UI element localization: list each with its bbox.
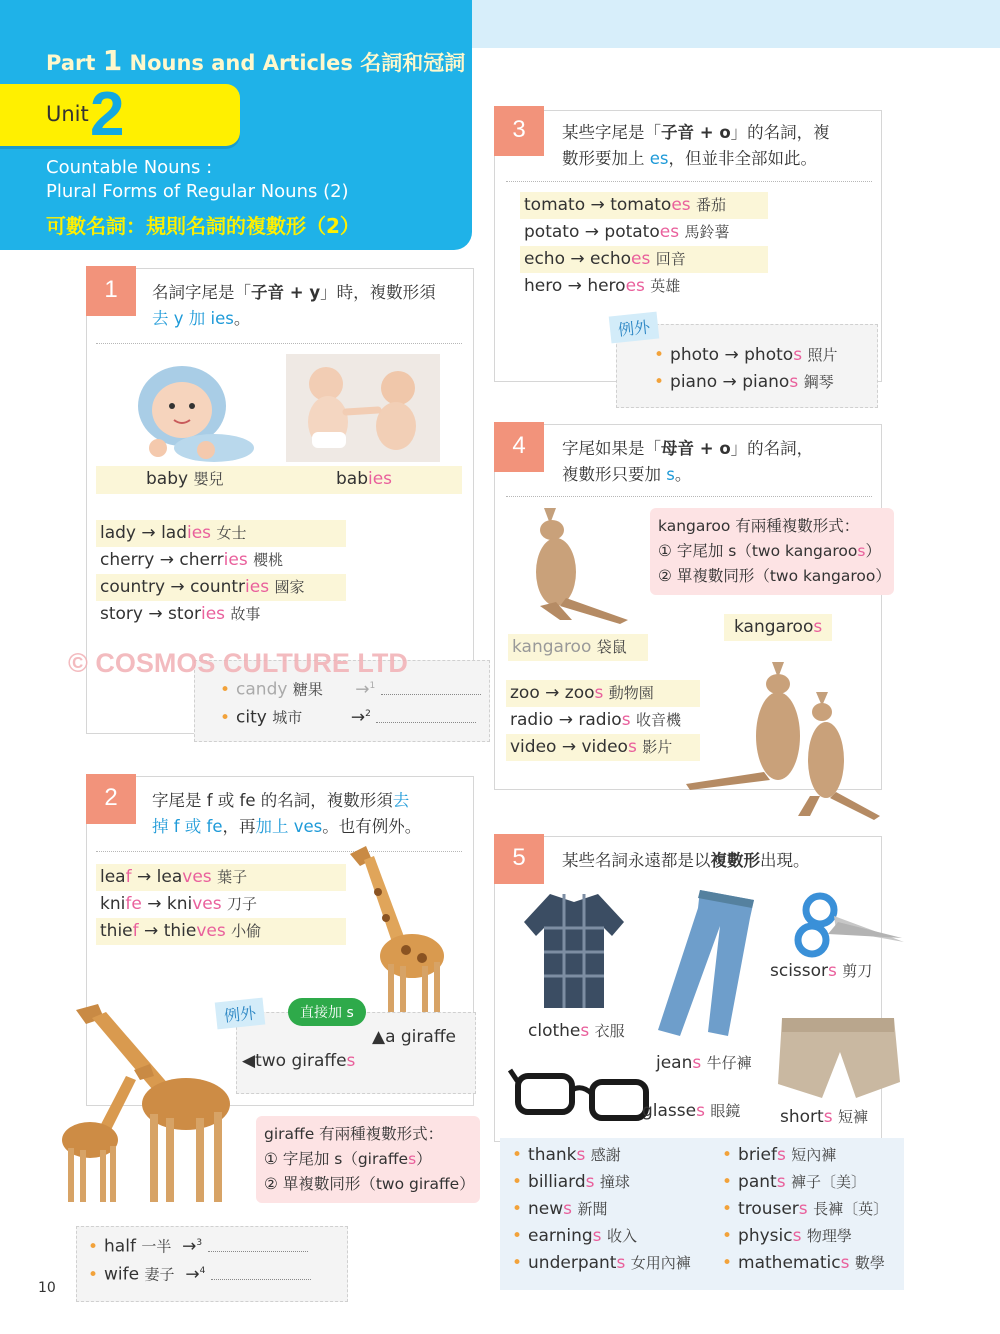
word-row: potato → potatoes 馬鈴薯: [524, 222, 730, 242]
giraffe-note: giraffe 有兩種複數形式： ① 字尾加 s（giraffes） ② 單複數同形（two giraffe）: [256, 1116, 480, 1203]
word-row: zoo → zoos 動物園: [506, 680, 700, 707]
watermark: © COSMOS CULTURE LTD: [68, 648, 408, 678]
word-row: video → videos 影片: [506, 734, 700, 761]
kangaroos-label: kangaroos: [724, 614, 832, 641]
kangaroo-label: kangaroo 袋鼠: [508, 634, 648, 661]
word-row: tomato → tomatoes 番茄: [520, 192, 768, 219]
divider: [96, 343, 462, 344]
scissors-image: [794, 892, 906, 958]
list-item: • mathematics 數學: [722, 1253, 885, 1273]
kangaroos-image: [680, 656, 886, 822]
list-item: • news 新聞: [512, 1199, 608, 1219]
add-s-bubble: 直接加 s: [288, 998, 366, 1026]
page-number: 10: [38, 1280, 56, 1296]
section-3-word-list: [520, 192, 768, 300]
section-5-number: 5: [494, 834, 544, 884]
exercise-half: • half 一半 →$^3$: [84, 1230, 308, 1257]
section-4-number: 4: [494, 422, 544, 472]
section-4-rule: 字尾如果是「母音 + o」的名詞， 複數形只要加 s。: [562, 439, 814, 484]
answer-blank-3[interactable]: [208, 1238, 308, 1252]
word-row: story → stories 故事: [100, 604, 261, 624]
word-row: lady → ladies 女士: [96, 520, 346, 547]
shorts-image: [774, 1012, 902, 1102]
section-4-word-list: [506, 680, 700, 761]
babies-caption: babies: [336, 469, 393, 489]
two-giraffes-image: [46, 1000, 246, 1206]
word-row: echo → echoes 回音: [520, 246, 768, 273]
list-item: • earnings 收入: [512, 1226, 637, 1246]
divider: [506, 181, 872, 182]
divider: [506, 496, 872, 497]
kangaroo-image: [516, 502, 634, 626]
list-item: • billiards 撞球: [512, 1172, 630, 1192]
exception-tag: 例外: [609, 312, 660, 344]
exercise-city: • city 城市 →$^2$: [216, 701, 476, 728]
word-row: country → countries 國家: [96, 574, 346, 601]
answer-blank-4[interactable]: [211, 1266, 311, 1280]
section-2-rule: 字尾是 f 或 fe 的名詞，複數形須去 掉 f 或 fe，再加上 ves。也有例外。: [152, 791, 422, 836]
answer-blank-1[interactable]: [381, 681, 481, 695]
list-item: • thanks 感謝: [512, 1145, 621, 1165]
section-3-number: 3: [494, 106, 544, 156]
word-row: cherry → cherries 櫻桃: [100, 550, 284, 570]
word-row: thief → thieves 小偷: [96, 918, 346, 945]
scissors-label: scissors 剪刀: [770, 961, 873, 981]
subtitle-zh: 可數名詞：規則名詞的複數形（2）: [46, 214, 360, 238]
jeans-label: jeans 牛仔褲: [656, 1053, 752, 1073]
section-1-rule: 名詞字尾是「子音 + y」時，複數形須 去 y 加 ies。: [152, 283, 436, 328]
list-item: • trousers 長褲〔英〕: [722, 1199, 889, 1219]
baby-caption: baby 嬰兒: [146, 469, 224, 489]
exception-tag: 例外: [215, 998, 266, 1030]
word-row: radio → radios 收音機: [510, 710, 681, 730]
section-2-word-list: [96, 864, 346, 945]
list-item: • underpants 女用內褲: [512, 1253, 691, 1273]
list-item: • physics 物理學: [722, 1226, 852, 1246]
exercise-candy: • candy 糖果 →$^1$: [216, 673, 481, 700]
part-title: Part 1 Nouns and Articles 名詞和冠詞: [46, 44, 466, 77]
kangaroo-note: kangaroo 有兩種複數形式： ① 字尾加 s（two kangaroos） ② 單複數同形（two kangaroo）: [650, 508, 894, 595]
babies-image: [286, 354, 440, 462]
clothes-label: clothes 衣服: [528, 1021, 625, 1041]
exercise-wife: • wife 妻子 →$^4$: [84, 1258, 311, 1285]
glasses-image: [508, 1062, 654, 1124]
section-1-number: 1: [86, 266, 136, 316]
a-giraffe-label: ▲a giraffe: [372, 1027, 456, 1047]
word-row: • photo → photos 照片: [654, 345, 838, 365]
section-3-exceptions: [650, 342, 837, 396]
section-3-rule: 某些字尾是「子音 + o」的名詞，複 數形要加上 es，但並非全部如此。: [562, 123, 830, 168]
section-1-word-list: [96, 520, 346, 628]
word-row: knife → knives 刀子: [100, 894, 258, 914]
subtitle-en: Countable Nouns : Plural Forms of Regular Nouns (2): [46, 157, 349, 202]
two-giraffes-label: ◀two giraffes: [242, 1051, 356, 1071]
list-item: • briefs 短內褲: [722, 1145, 837, 1165]
word-row: • piano → pianos 鋼琴: [654, 372, 834, 392]
word-row: hero → heroes 英雄: [524, 276, 681, 296]
unit-number: 2: [90, 80, 125, 149]
section-5-list-right: [718, 1142, 888, 1277]
jeans-image: [650, 886, 766, 1042]
section-5-rule: 某些名詞永遠都是以複數形出現。: [562, 851, 810, 870]
shirt-image: [520, 888, 628, 1012]
top-strip: [470, 0, 1000, 48]
word-row: leaf → leaves 葉子: [96, 864, 346, 891]
list-item: • pants 褲子〔美〕: [722, 1172, 866, 1192]
baby-image: [124, 354, 258, 462]
section-2-number: 2: [86, 774, 136, 824]
shorts-label: shorts 短褲: [780, 1107, 868, 1127]
glasses-label: glasses 眼鏡: [642, 1101, 741, 1121]
section-5-list-left: [508, 1142, 691, 1277]
answer-blank-2[interactable]: [376, 709, 476, 723]
unit-label: Unit: [46, 102, 89, 126]
